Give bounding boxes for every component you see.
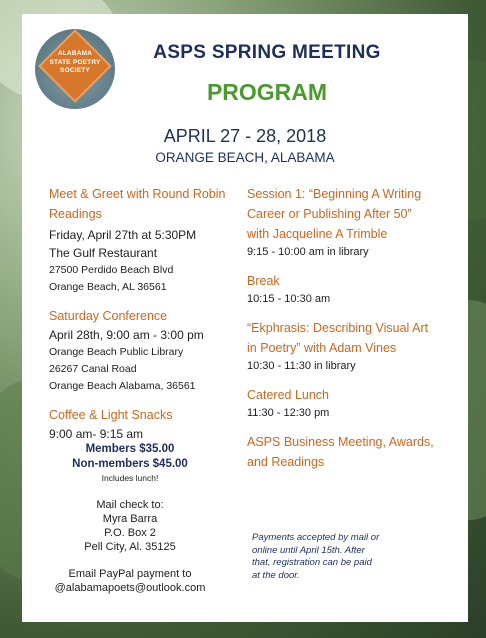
logo-line: SOCIETY xyxy=(60,67,90,74)
break-heading: Break xyxy=(247,274,280,288)
left-column xyxy=(49,184,249,443)
conference-address: 26267 Canal Road xyxy=(49,363,137,375)
event-location: ORANGE BEACH, ALABAMA xyxy=(155,150,335,165)
meet-greet-heading: Meet & Greet with Round Robin xyxy=(49,187,226,201)
logo-line: ALABAMA xyxy=(57,50,93,57)
payment-note-line: that, registration can be paid xyxy=(252,557,372,568)
coffee-time: 9:00 am- 9:15 am xyxy=(49,427,144,441)
payment-note-line: at the door. xyxy=(252,569,300,581)
conference-date: April 28th, 9:00 am - 3:00 pm xyxy=(49,328,204,342)
member-fee: Members $35.00 xyxy=(85,443,175,455)
meet-greet-address: 27500 Perdido Beach Blvd xyxy=(49,264,174,276)
payment-note-line: online until April 15th. After xyxy=(252,544,365,556)
session1-title: Session 1: “Beginning A Writing xyxy=(247,187,422,201)
paypal-email: @alabamapoets@outlook.com xyxy=(54,582,206,594)
session2-title: “Ekphrasis: Describing Visual Art xyxy=(247,321,429,335)
nonmember-fee: Non-members $45.00 xyxy=(72,458,188,470)
payment-note xyxy=(252,532,412,582)
logo-line: STATE POETRY xyxy=(49,58,101,66)
conference-address: Orange Beach Alabama, 36561 xyxy=(49,380,196,392)
logo-text xyxy=(35,50,115,76)
lunch-heading: Catered Lunch xyxy=(247,388,330,402)
session1-time: 9:15 - 10:00 am in library xyxy=(247,246,369,258)
session2-title: in Poetry” with Adam Vines xyxy=(247,341,397,355)
meet-greet-date: Friday, April 27th at 5:30PM xyxy=(49,228,197,242)
business-meeting-heading: ASPS Business Meeting, Awards, xyxy=(247,435,434,449)
program-flyer xyxy=(22,14,468,622)
asps-logo xyxy=(35,29,115,109)
right-column xyxy=(247,184,457,472)
registration-fees xyxy=(30,442,230,595)
coffee-heading: Coffee & Light Snacks xyxy=(49,408,173,422)
session1-speaker: with Jacqueline A Trimble xyxy=(247,227,388,241)
lunch-included: Includes lunch! xyxy=(101,473,159,483)
session2-time: 10:30 - 11:30 in library xyxy=(247,360,356,372)
payment-note-line: Payments accepted by mail or xyxy=(252,532,380,543)
event-dates: APRIL 27 - 28, 2018 xyxy=(163,126,327,146)
page-title: ASPS SPRING MEETING xyxy=(153,42,381,63)
session1-title: Career or Publishing After 50” xyxy=(247,207,412,221)
business-meeting-heading: and Readings xyxy=(247,455,325,469)
meet-greet-heading: Readings xyxy=(49,207,102,221)
break-time: 10:15 - 10:30 am xyxy=(247,293,331,305)
mail-label: Mail check to: xyxy=(96,499,164,511)
mail-name: Myra Barra xyxy=(102,513,158,525)
conference-heading: Saturday Conference xyxy=(49,309,168,323)
lunch-time: 11:30 - 12:30 pm xyxy=(247,407,330,419)
paypal-label: Email PayPal payment to xyxy=(68,568,192,580)
meet-greet-venue: The Gulf Restaurant xyxy=(49,246,158,260)
conference-venue: Orange Beach Public Library xyxy=(49,346,184,358)
mail-box: P.O. Box 2 xyxy=(104,527,156,539)
page-subtitle: PROGRAM xyxy=(206,79,328,105)
mail-city: Pell City, Al. 35125 xyxy=(84,541,176,553)
meet-greet-address: Orange Beach, AL 36561 xyxy=(49,281,167,293)
